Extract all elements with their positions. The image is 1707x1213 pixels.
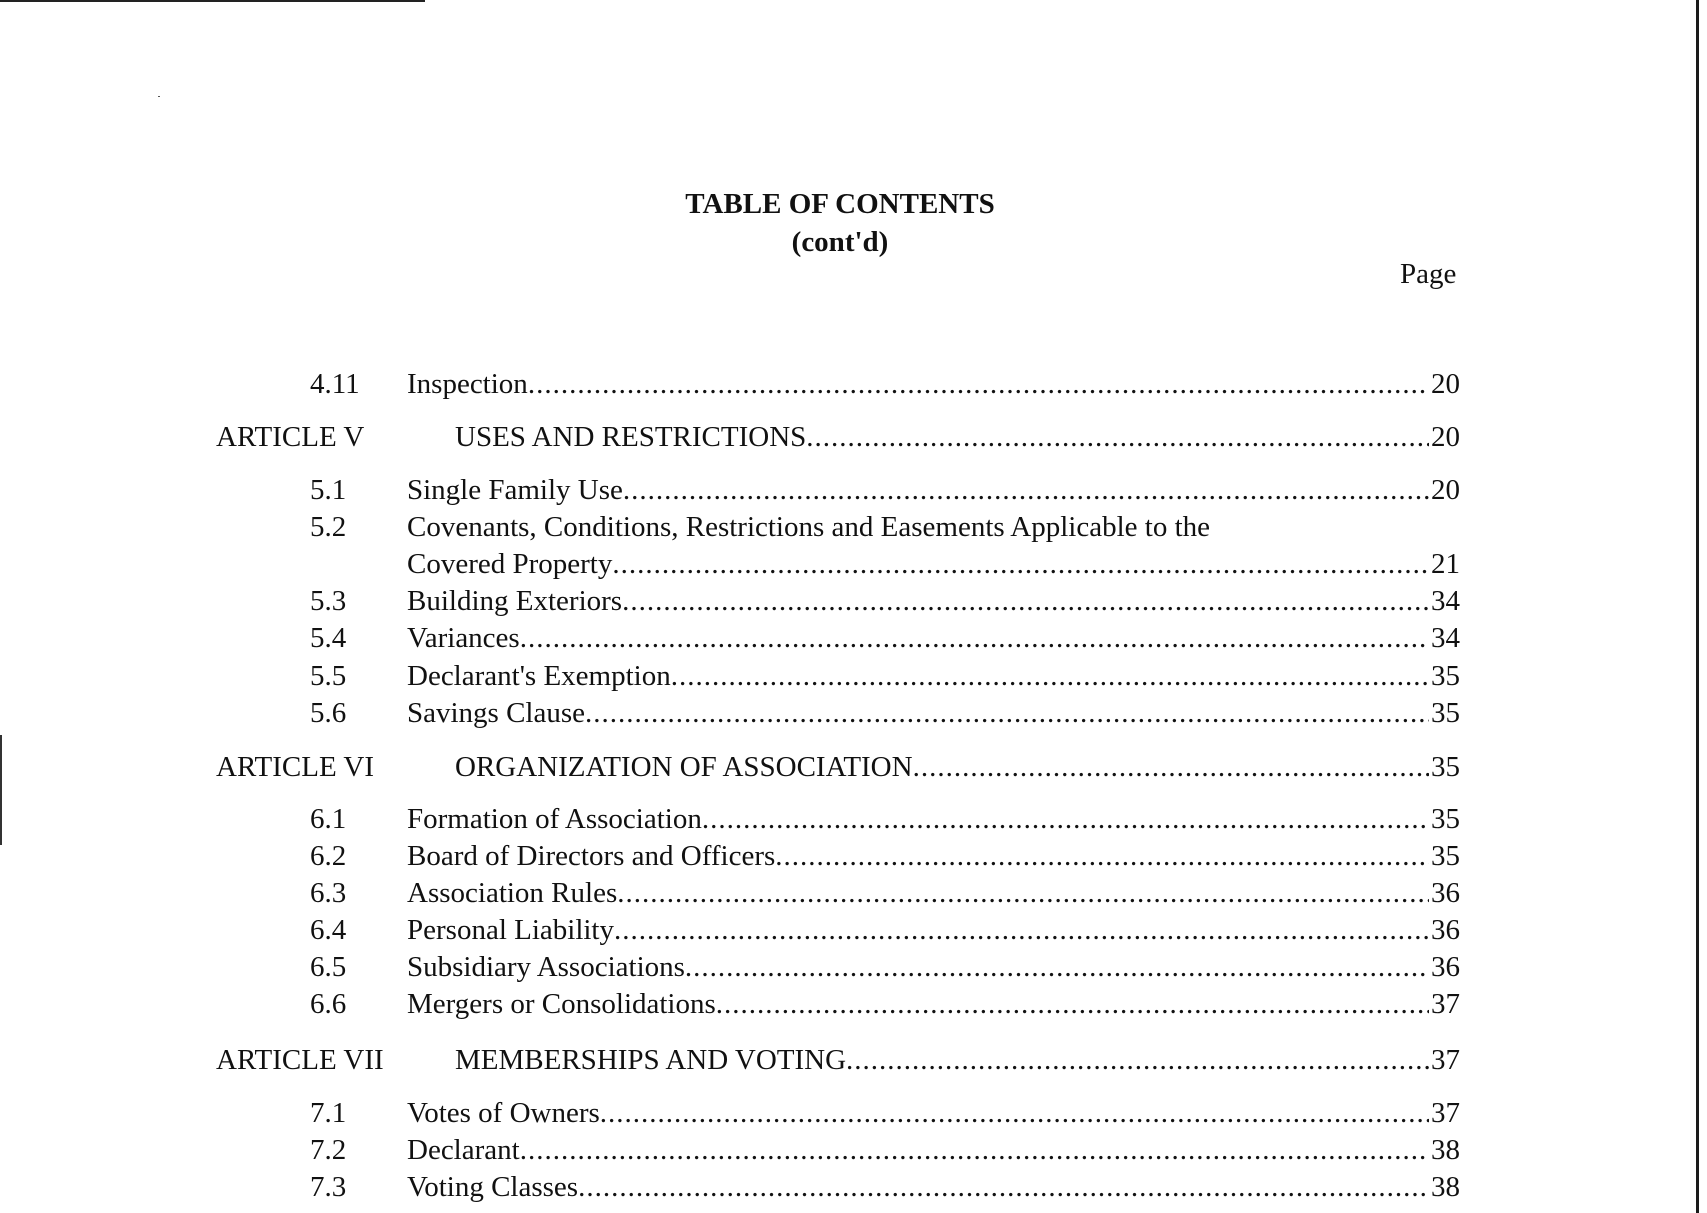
toc-entry-number: 7.2 [310, 1134, 347, 1166]
dot-leader [520, 1132, 1429, 1168]
toc-entry-title: Variances [407, 622, 520, 654]
dot-leader [846, 1042, 1429, 1078]
dot-leader [913, 749, 1429, 785]
scan-speck [158, 96, 160, 97]
dot-leader [612, 546, 1429, 582]
toc-entry-title: Building Exteriors [407, 585, 623, 617]
toc-article-page: 35 [1431, 751, 1460, 783]
dot-leader [585, 695, 1429, 731]
toc-entry-number: 6.3 [310, 877, 347, 909]
toc-entry [0, 838, 1460, 874]
document-title: TABLE OF CONTENTS [685, 188, 995, 220]
scan-border-right [1696, 0, 1699, 1213]
toc-entry-number: 6.1 [310, 803, 347, 835]
toc-article-page: 20 [1431, 421, 1460, 453]
toc-entry-number: 6.2 [310, 840, 347, 872]
toc-entry-page: 37 [1431, 1097, 1460, 1129]
toc-entry-number: 4.11 [310, 368, 360, 400]
toc-entry-page: 35 [1431, 660, 1460, 692]
toc-entry-number: 7.3 [310, 1171, 347, 1203]
toc-entry-page: 34 [1431, 585, 1460, 617]
toc-entry [0, 875, 1460, 911]
toc-entry-page: 36 [1431, 877, 1460, 909]
toc-entry-number: 6.6 [310, 988, 347, 1020]
toc-entry [0, 1095, 1460, 1131]
toc-article-heading [0, 1042, 1460, 1078]
page-column-header: Page [1400, 258, 1457, 290]
toc-entry-title: Formation of Association [407, 803, 702, 835]
toc-article-title: ORGANIZATION OF ASSOCIATION [455, 751, 913, 783]
toc-article-number: ARTICLE VII [216, 1044, 384, 1076]
toc-entry-continuation [0, 546, 1460, 582]
dot-leader [520, 620, 1429, 656]
toc-entry-number: 6.5 [310, 951, 347, 983]
toc-entry-number: 5.1 [310, 474, 347, 506]
dot-leader [600, 1095, 1429, 1131]
toc-article-title: USES AND RESTRICTIONS [455, 421, 807, 453]
toc-entry [0, 658, 1460, 694]
toc-entry-page: 20 [1431, 474, 1460, 506]
toc-entry [0, 620, 1460, 656]
toc-entry-page: 38 [1431, 1134, 1460, 1166]
dot-leader [685, 949, 1429, 985]
toc-entry-page: 35 [1431, 803, 1460, 835]
toc-entry-title: Personal Liability [407, 914, 614, 946]
dot-leader [623, 472, 1429, 508]
toc-entry-title: Inspection [407, 368, 528, 400]
toc-entry-page: 21 [1431, 548, 1460, 580]
toc-entry-page: 36 [1431, 914, 1460, 946]
dot-leader [806, 419, 1429, 455]
toc-article-number: ARTICLE VI [216, 751, 375, 783]
toc-entry-number: 7.1 [310, 1097, 347, 1129]
dot-leader [528, 366, 1429, 402]
toc-article-heading [0, 749, 1460, 785]
toc-entry-page: 35 [1431, 697, 1460, 729]
toc-entry [0, 912, 1460, 948]
toc-entry-page: 20 [1431, 368, 1460, 400]
toc-entry-page: 36 [1431, 951, 1460, 983]
toc-entry-number: 5.6 [310, 697, 347, 729]
toc-article-number: ARTICLE V [216, 421, 365, 453]
toc-article-page: 37 [1431, 1044, 1460, 1076]
dot-leader [716, 986, 1429, 1022]
toc-entry-number: 6.4 [310, 914, 347, 946]
toc-entry-title: Covered Property [407, 548, 613, 580]
toc-entry [0, 949, 1460, 985]
toc-entry-title-line1: Covenants, Conditions, Restrictions and Easements Applicable to the [407, 511, 1211, 543]
toc-entry [0, 583, 1460, 619]
toc-entry [0, 472, 1460, 508]
document-subtitle: (cont'd) [791, 226, 889, 258]
dot-leader [671, 658, 1429, 694]
toc-entry-title: Subsidiary Associations [407, 951, 685, 983]
toc-entry-number: 5.3 [310, 585, 347, 617]
dot-leader [614, 912, 1429, 948]
toc-entry-page: 38 [1431, 1171, 1460, 1203]
toc-entry-title: Votes of Owners [407, 1097, 600, 1129]
toc-entry-title: Declarant's Exemption [407, 660, 671, 692]
toc-entry-title: Savings Clause [407, 697, 586, 729]
dot-leader [578, 1169, 1429, 1205]
toc-entry-number: 5.2 [310, 511, 347, 543]
dot-leader [622, 583, 1429, 619]
toc-entry-number: 5.4 [310, 622, 347, 654]
toc-entry [0, 986, 1460, 1022]
toc-article-title: MEMBERSHIPS AND VOTING [455, 1044, 847, 1076]
toc-entry-page: 34 [1431, 622, 1460, 654]
toc-entry-title: Declarant [407, 1134, 520, 1166]
toc-entry-page: 37 [1431, 988, 1460, 1020]
dot-leader [617, 875, 1429, 911]
toc-entry [0, 695, 1460, 731]
toc-entry [0, 1169, 1460, 1205]
toc-entry-title: Board of Directors and Officers [407, 840, 776, 872]
toc-entry-title: Single Family Use [407, 474, 623, 506]
toc-entry-title: Association Rules [407, 877, 618, 909]
dot-leader [702, 801, 1429, 837]
toc-entry-number: 5.5 [310, 660, 347, 692]
toc-entry [0, 366, 1460, 402]
scan-border-top [0, 0, 425, 2]
toc-entry-page: 35 [1431, 840, 1460, 872]
toc-entry-title: Voting Classes [407, 1171, 579, 1203]
toc-entry [0, 801, 1460, 837]
dot-leader [775, 838, 1429, 874]
toc-entry-title: Mergers or Consolidations [407, 988, 716, 1020]
toc-entry [0, 509, 1460, 545]
toc-entry [0, 1132, 1460, 1168]
toc-article-heading [0, 419, 1460, 455]
